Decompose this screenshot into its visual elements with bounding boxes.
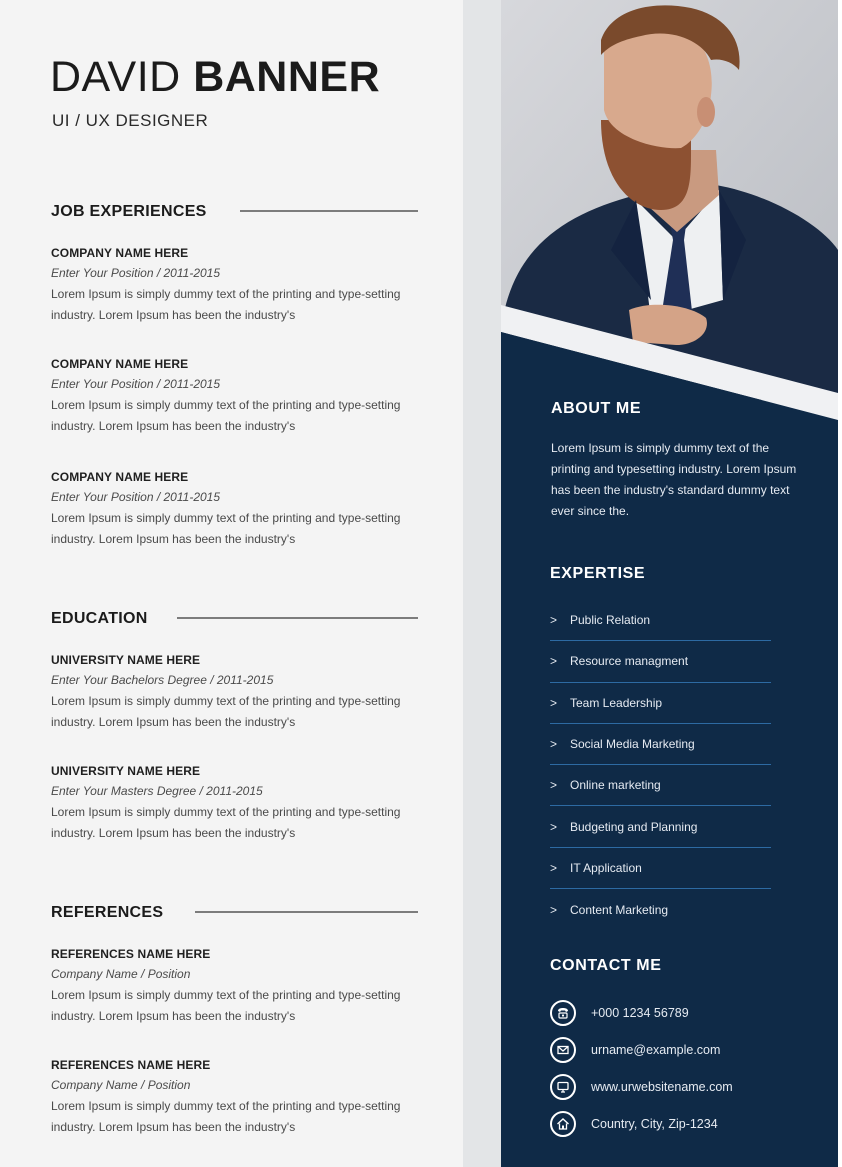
home-icon <box>550 1111 576 1137</box>
about-heading: ABOUT ME <box>551 400 642 417</box>
chevron-right-icon: > <box>550 860 558 875</box>
expertise-item <box>550 806 771 847</box>
contact-phone <box>550 999 689 1027</box>
expertise-label: Budgeting and Planning <box>570 819 698 834</box>
degree: Enter Your Masters Degree / 2011-2015 <box>51 784 263 798</box>
degree: Enter Your Bachelors Degree / 2011-2015 <box>51 673 274 687</box>
description: Lorem Ipsum is simply dummy text of the printing and type-setting industry. Lorem Ipsum has been the industry's <box>51 805 401 840</box>
description: Lorem Ipsum is simply dummy text of the printing and type-setting industry. Lorem Ipsum has been the industry's <box>51 287 401 322</box>
description: Lorem Ipsum is simply dummy text of the printing and type-setting industry. Lorem Ipsum has been the industry's <box>51 511 401 546</box>
navy-panel <box>501 0 838 1167</box>
chevron-right-icon: > <box>550 902 558 917</box>
expertise-item <box>550 889 771 930</box>
right-edge <box>838 0 842 1167</box>
reference-name: REFERENCES NAME HERE <box>51 1058 211 1072</box>
chevron-right-icon: > <box>550 695 558 710</box>
expertise-label: Social Media Marketing <box>570 737 695 752</box>
expertise-list <box>550 600 771 930</box>
monitor-icon <box>550 1074 576 1100</box>
chevron-right-icon: > <box>550 613 558 628</box>
reference-position: Company Name / Position <box>51 967 191 981</box>
references-heading: REFERENCES <box>51 904 164 921</box>
education-entry <box>51 762 431 844</box>
contact-email <box>550 1036 720 1064</box>
phone-number[interactable]: +000 1234 56789 <box>591 1006 689 1020</box>
job-entry <box>51 355 431 437</box>
expertise-label: Online marketing <box>570 778 661 793</box>
expertise-label: Resource managment <box>570 654 689 669</box>
company-name: COMPANY NAME HERE <box>51 246 189 260</box>
phone-icon <box>550 1000 576 1026</box>
expertise-item <box>550 641 771 682</box>
reference-name: REFERENCES NAME HERE <box>51 947 211 961</box>
position: Enter Your Position / 2011-2015 <box>51 377 221 391</box>
job-experiences-heading: JOB EXPERIENCES <box>51 203 207 220</box>
expertise-label: Content Marketing <box>570 902 669 917</box>
university-name: UNIVERSITY NAME HERE <box>51 653 201 667</box>
chevron-right-icon: > <box>550 819 558 834</box>
job-title: UI / UX DESIGNER <box>52 111 209 130</box>
last-name: BANNER <box>193 53 381 101</box>
position: Enter Your Position / 2011-2015 <box>51 266 221 280</box>
chevron-right-icon: > <box>550 737 558 752</box>
description: Lorem Ipsum is simply dummy text of the printing and type-setting industry. Lorem Ipsum has been the industry's <box>51 1099 401 1134</box>
about-text: Lorem Ipsum is simply dummy text of the printing and typesetting industry. Lorem Ipsum has been the industry's standard dummy text ever since the. <box>551 441 797 518</box>
chevron-right-icon: > <box>550 778 558 793</box>
email-address[interactable]: urname@example.com <box>591 1043 721 1057</box>
reference-entry <box>51 945 431 1027</box>
email-icon <box>550 1037 576 1063</box>
job-experiences-rule <box>240 210 418 212</box>
first-name: DAVID <box>50 53 181 101</box>
university-name: UNIVERSITY NAME HERE <box>51 764 201 778</box>
company-name: COMPANY NAME HERE <box>51 357 189 371</box>
expertise-label: IT Application <box>570 860 642 875</box>
reference-entry <box>51 1056 431 1138</box>
job-entry <box>51 468 431 550</box>
education-entry <box>51 651 431 733</box>
description: Lorem Ipsum is simply dummy text of the printing and type-setting industry. Lorem Ipsum has been the industry's <box>51 694 401 729</box>
expertise-item <box>550 683 771 724</box>
expertise-item <box>550 765 771 806</box>
chevron-right-icon: > <box>550 654 558 669</box>
expertise-heading: EXPERTISE <box>550 565 646 582</box>
website-url[interactable]: www.urwebsitename.com <box>591 1080 733 1094</box>
position: Enter Your Position / 2011-2015 <box>51 490 221 504</box>
expertise-item <box>550 848 771 889</box>
company-name: COMPANY NAME HERE <box>51 470 189 484</box>
description: Lorem Ipsum is simply dummy text of the printing and type-setting industry. Lorem Ipsum has been the industry's <box>51 398 401 433</box>
column-gutter <box>463 0 501 1167</box>
address: Country, City, Zip-1234 <box>591 1117 718 1131</box>
description: Lorem Ipsum is simply dummy text of the printing and type-setting industry. Lorem Ipsum has been the industry's <box>51 988 401 1023</box>
full-name <box>50 53 381 101</box>
references-rule <box>195 911 418 913</box>
education-rule <box>177 617 418 619</box>
education-heading: EDUCATION <box>51 610 148 627</box>
job-entry <box>51 244 431 326</box>
expertise-label: Public Relation <box>570 613 651 628</box>
contact-heading: CONTACT ME <box>550 957 662 974</box>
reference-position: Company Name / Position <box>51 1078 191 1092</box>
expertise-item <box>550 724 771 765</box>
contact-address <box>550 1110 718 1138</box>
expertise-label: Team Leadership <box>570 695 663 710</box>
expertise-item <box>550 600 771 641</box>
contact-website <box>550 1073 733 1101</box>
